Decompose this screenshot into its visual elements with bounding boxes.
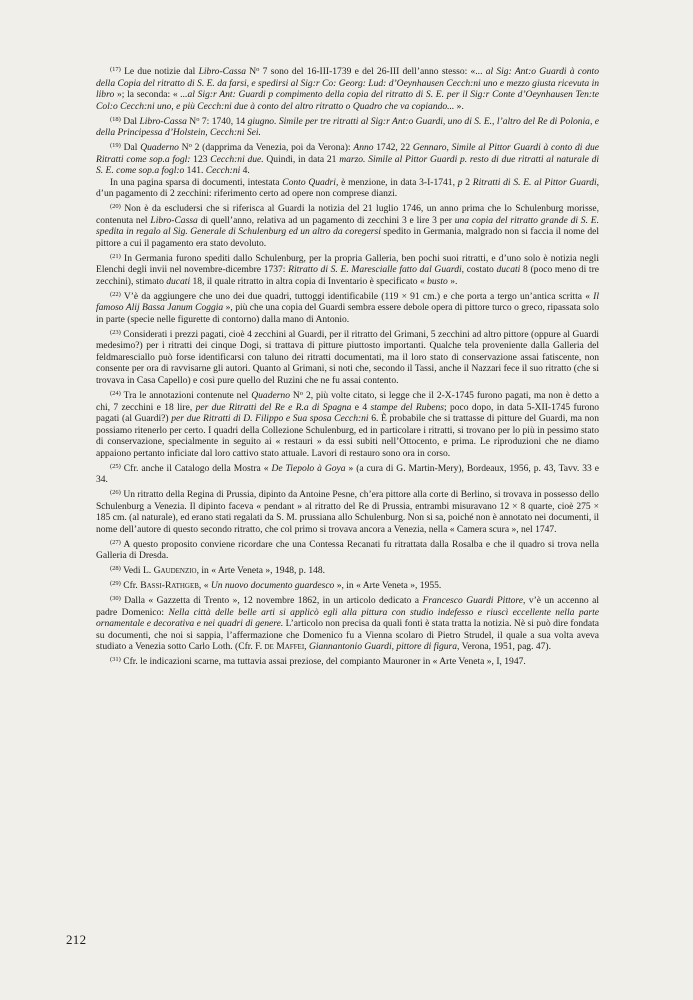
footnote-number: (31) — [110, 655, 121, 663]
footnote-text: , v’è un accenno al padre Domenico: — [96, 595, 599, 618]
footnote-text: marzo. Simile al Pittor Guardi p. resto di due ritratti al naturale di S. E. come sop.a fogl:o — [96, 153, 600, 177]
footnote-number: (18) — [110, 115, 121, 123]
footnote-text: per due Ritratti di D. Filippo e Sua sposa Cecch:ni — [171, 413, 369, 425]
footnote-text: De Tiepolo à Goya — [271, 462, 346, 474]
footnote-number: (27) — [110, 538, 121, 546]
footnote — [96, 580, 599, 592]
footnote-text: 2, più volte citato, si legge che il 2-X-1745 furono pagati, ma non è detto a chi, 7 zecchini e 18 lire, — [96, 389, 600, 413]
footnote-text: , « — [198, 580, 211, 592]
footnote — [96, 329, 599, 387]
footnote-text: Bassi-Rathgeb — [140, 580, 199, 592]
footnote-text: Cfr. le indicazioni scarne, ma tuttavia assai preziose, del compianto Mauroner in « Arte Veneta », I, 1947. — [123, 656, 526, 668]
footnote-text: ; poco dopo, in data 5-XII-1745 furono pagati (al Guardi?) — [96, 401, 599, 425]
footnote-text: Dal — [123, 142, 141, 154]
footnote-number: (26) — [110, 488, 121, 496]
footnote-number: (19) — [110, 141, 121, 149]
footnote-text: 18, il quale ritratto in altra copia di Inventario è specificato « — [190, 275, 428, 287]
footnote-text: N — [186, 115, 197, 127]
footnote-text: per due Ritratti del Re e R.a di Spagna — [195, 401, 352, 413]
footnote-text: Giannantonio Guardi, pittore di figura — [308, 641, 458, 653]
footnote-text: , d’un pagamento di 2 zecchini: riferimento certo ad opere non comprese dianzi. — [96, 176, 600, 200]
footnote-text: Nella città delle belle arti si applicò egli alla pittura con studio indefesso e riuscì eccellente nella parte ornamentale e decorativa e nei quadri di genere. — [96, 606, 599, 630]
footnote-number: (28) — [110, 564, 121, 572]
footnote — [96, 539, 599, 562]
footnote-text: »; la seconda: « — [114, 89, 181, 101]
footnote-text: Quindi, in data 21 — [263, 153, 340, 165]
footnote-text: stampe del Rubens — [370, 401, 444, 413]
footnote-text: , in « Arte Veneta », 1948, p. 148. — [196, 565, 326, 577]
footnote-text: Anno — [353, 142, 374, 154]
footnote-text: e 4 — [351, 401, 371, 413]
footnote-text: » (a cura di G. Martin-Mery), Bordeaux, 1956, p. 43, Tavv. 33 e 34. — [96, 462, 599, 486]
footnote-text: ». — [454, 100, 464, 112]
footnote — [96, 142, 599, 177]
footnote-text: 6. È probabile che si trattasse di pitture del Guardi, ma non possiamo ritenerlo per certo. I quadri della Collezione Schulenburg, ed in particolare i ritratti, si trovano per lo più in pessimo stato di conservazione, specialmente in seguito ai « restauri » da essi subiti nell’Ottocento, e prima. Le riproduzioni che ne diamo appaiono pertanto inficiate dal loro cattivo stato attuale. Lavori di restauro sono ora in corso. — [96, 413, 599, 459]
footnote-text: Gaudenzio — [153, 565, 197, 577]
footnote-number: (29) — [110, 579, 121, 587]
footnote — [96, 203, 599, 249]
footnote-text: o — [188, 141, 192, 149]
footnote-text: Cfr. anche il Catalogo della Mostra « — [123, 462, 272, 474]
footnote-text: Ritratti di S. E. al Pittor Guardi — [472, 176, 597, 188]
footnote-text: , costato — [461, 264, 497, 276]
footnote-text: Cecch:ni — [205, 165, 241, 177]
footnote-text: », più che una copia del Guardi sembra essere debole opera di pittore turco o greco, ripassata solo in parte (specie nelle figurette di contorno) dalla mano di Antonio. — [96, 302, 599, 325]
footnote-continuation — [96, 177, 599, 200]
footnote-text: de Maffei — [264, 641, 305, 653]
footnote-text: Quaderno — [140, 142, 179, 154]
footnote-text: Considerati i prezzi pagati, cioè 4 zecchini al Guardi, per il ritratto del Grimani, 5 zecchini ad altro pittore (oppure al Guardi medesimo?) per i ritratti dei cinque Dogi, si trattava di pitture piuttosto importanti. Qualche tela proveniente dalla Galleria del feldmaresciallo può forse identificarsi con taluno dei ritratti documentati, ma il loro stato di conservazione assai fatiscente, non consente per ora di ravvisarne gli autori. Quanto al Grimani, si noti che, secondo il Tassi, anche il Nazzari fece il suo ritratto (che si trovava in Casa Capello) e così pure quello del Ruzini che ne fu assai contento. — [96, 328, 600, 387]
footnote-text: Ritratto di S. E. Marescialle fatto dal Guardi — [288, 264, 462, 276]
footnote-text: Gennaro, Simile al Pittor Guardi à conto di due Ritratti come sop.a fogl: — [96, 142, 600, 165]
footnote-text: ducati — [496, 264, 521, 276]
footnote-text: spedito in Germania, malgrado non si faccia il nome del pittore a cui il pagamento era stato devoluto. — [96, 226, 599, 249]
footnote-text: giugno. Simile per tre ritratti al Sig:r Ant:o Guardi, uno di S. E., l’altro del Re di Polonia, e della Principessa d’Holstein, Cecch:ni Sei. — [96, 115, 599, 139]
footnote — [96, 390, 599, 459]
footnote-text: Cecch:ni due. — [210, 153, 264, 165]
footnote-text: Un ritratto della Regina di Prussia, dipinto da Antoine Pesne, ch’era pittore alla corte di Berlino, si trovava in possesso dello Schulenburg a Venezia. Il dipinto faceva « pendant » al ritratto del Re di Prussia, entrambi misuravano 12 × 8 quarte, cioè 275 × 185 cm. (al naturale), ed erano stati regalati da S. M. prussiana allo Schulenburg. Non si sa, poiché non è annotato nei documenti, il nome dell’autore di questo secondo ritratto, che col primo si trovava ancora a Venezia, nella « Camera scura », nel 1747. — [96, 489, 600, 535]
footnote-text: di quell’anno, relativa ad un pagamento di zecchini 3 e lire 3 per — [197, 214, 455, 226]
footnote-text: In Germania furono spediti dallo Schulenburg, per la propria Galleria, ben pochi suoi ritratti, e d’uno solo è notizia negli Elenchi degli invii nel novembre-dicembre 1737: — [96, 252, 599, 276]
footnote — [96, 656, 599, 668]
footnote-text: N — [245, 66, 257, 77]
page-number: 212 — [66, 932, 87, 947]
footnote-text: N — [289, 389, 300, 401]
footnote-text: 7: 1740, 14 — [199, 115, 248, 127]
footnote-text: o — [196, 115, 200, 123]
footnote — [96, 253, 599, 288]
footnote-text: , Verona, 1951, pag. 47). — [457, 641, 551, 653]
footnote-text: V’è da aggiungere che uno dei due quadri, tuttoggi identificabile (119 × 91 cm.) e che porta a tergo un’antica scritta « — [123, 290, 594, 302]
footnote-text: o — [256, 65, 260, 73]
footnote-number: (17) — [110, 65, 121, 73]
footnote-text: , — [304, 641, 309, 653]
footnote-text: ducati — [166, 275, 191, 287]
footnotes-column — [96, 66, 599, 668]
footnote-text: Libro-Cassa — [198, 66, 246, 77]
footnote — [96, 565, 599, 577]
footnote-text: Cfr. — [123, 580, 141, 592]
footnote-number: (22) — [110, 290, 121, 298]
footnote — [96, 489, 599, 535]
footnote-text: Conto Quadri — [282, 176, 336, 188]
footnote-text: Dal — [123, 115, 140, 127]
footnote-text: 8 (poco meno di tre zecchini), stimato — [96, 264, 599, 287]
footnote-text: 123 — [190, 153, 211, 165]
footnote-text: », in « Arte Veneta », 1955. — [334, 580, 442, 592]
footnote-text: 2 — [462, 176, 473, 188]
footnote-number: (21) — [110, 252, 121, 260]
footnote-text: Libro-Cassa — [139, 115, 187, 127]
footnote-text: , è menzione, in data 3-I-1741, — [335, 176, 458, 188]
footnote-text: 7 sono del 16-III-1739 e del 26-III dell’anno stesso: «... — [259, 66, 486, 77]
footnote-text: A questo proposito conviene ricordare che una Contessa Recanati fu ritrattata dalla Rosalba e che il quadro si trova nella Galleria di Dresda. — [96, 538, 599, 562]
footnote-text: Libro-Cassa — [150, 214, 198, 226]
footnote-number: (23) — [110, 328, 121, 336]
footnote-text: 1742, 22 — [373, 142, 413, 154]
footnote-text: Francesco Guardi Pittore — [422, 595, 524, 607]
footnote-text: Non è da escludersi che si riferisca al Guardi la notizia del 21 luglio 1746, un anno prima che lo Schulenburg morisse, contenuta nel — [96, 203, 599, 226]
footnote-text: 141. — [184, 165, 206, 177]
footnote-text: L’articolo non precisa da quali fonti è stata tratta la notizia. Nè si può dire fondata su documenti, che noi si sappia, l’affermazione che Domenico fu a Vienna scolaro di Pietro Strudel, il quale a sua volta aveva studiato a Venezia sotto Carlo Loth. (Cfr. F. — [96, 618, 599, 653]
footnote-text: Tra le annotazioni contenute nel — [123, 389, 252, 401]
footnote-text: Dalla « Gazzetta di Trento », 12 novembre 1862, in un articolo dedicato a — [124, 595, 423, 607]
footnote-text: N — [178, 142, 189, 154]
footnote — [96, 116, 599, 139]
footnote — [96, 463, 599, 486]
footnote — [96, 66, 599, 112]
footnote-text: ». — [447, 275, 458, 287]
footnote-text: 4. — [240, 165, 250, 177]
footnote-text: Il famoso Alij Bassa Janum Coggia — [96, 290, 599, 314]
footnote-text: Vedi L. — [123, 565, 154, 577]
footnote-text: al Sig: Ant:o Guardi à conto della Copia del ritratto di S. E. da farsi, e spedirsi al Sig:r Co: Georg: Lud: d’Oeynhausen Cecch:ni uno e mezzo giusta ricevuta in libro — [96, 66, 599, 101]
footnote-text: busto — [427, 275, 448, 287]
footnote-text: p — [457, 176, 463, 188]
footnote-number: (24) — [110, 389, 121, 397]
footnote-number: (20) — [110, 203, 121, 210]
footnote-text: Quaderno — [251, 389, 290, 401]
footnote-text: Le due notizie dal — [124, 66, 199, 77]
footnote-text: 2 (dapprima da Venezia, poi da Verona): — [191, 142, 354, 154]
footnote — [96, 291, 599, 326]
footnote-text: o — [299, 389, 304, 397]
footnote-text: In una pagina sparsa di documenti, intestata — [110, 176, 283, 188]
footnote — [96, 595, 599, 653]
footnote-number: (30) — [110, 594, 121, 602]
footnote-text: una copia del ritratto grande di S. E. spedita in regalo al Sig. Generale di Schulenburg ed un altro da coregersi — [96, 214, 599, 238]
footnote-number: (25) — [110, 462, 121, 470]
footnote-text: Un nuovo documento guardesco — [210, 580, 335, 592]
footnote-text: ...al Sig:r Ant: Guardi p compimento della copia del ritratto di S. E. per il Sig:r Conte d’Oeynhausen Ten:te Col:o Cecch:ni uno, e più Cecch:ni due à conto del altro ritratto o Quadro che va copiando... — [96, 89, 599, 112]
